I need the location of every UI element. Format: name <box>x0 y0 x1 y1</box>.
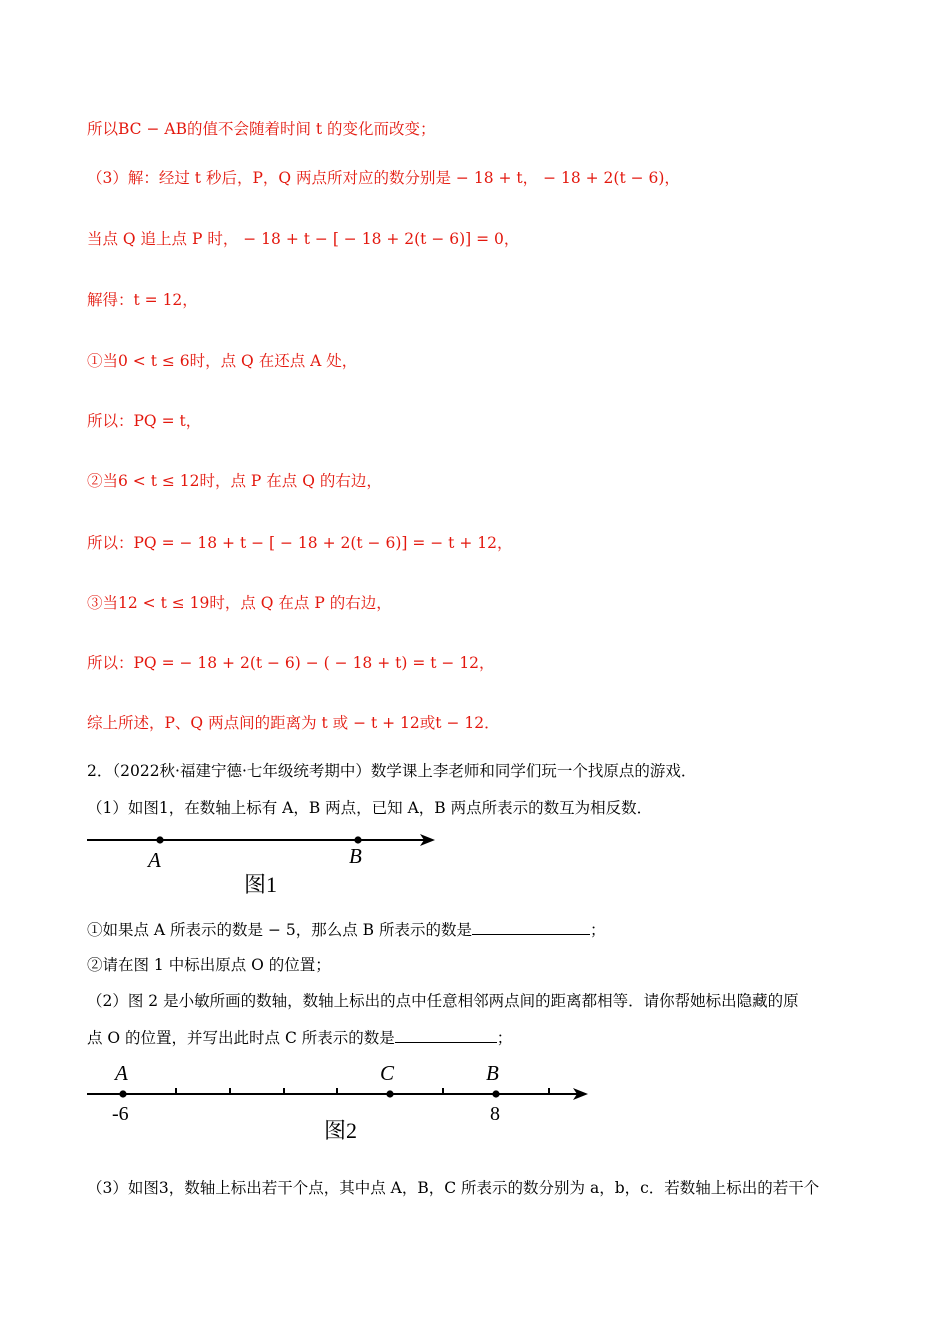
solution-line-1: 所以BC − AB的值不会随着时间 t 的变化而改变； <box>87 120 436 138</box>
problem-title: 2．（2022秋·福建宁德·七年级统考期中）数学课上李老师和同学们玩一个找原点的游戏． <box>87 762 697 780</box>
fig1-label-b: B <box>349 844 362 868</box>
problem-part2-line2 <box>87 1027 512 1049</box>
solution-line-9: ③当12 < t ≤ 19时，点 Q 在点 P 的右边， <box>87 594 392 612</box>
problem-part2-end: ； <box>496 1029 513 1047</box>
solution-line-5: ①当0 < t ≤ 6时，点 Q 在还点 A 处， <box>87 352 358 370</box>
solution-line-3: 当点 Q 追上点 P 时， − 18 + t − [ − 18 + 2(t − 6)] = 0， <box>87 230 520 248</box>
fig1-label-a: A <box>148 848 161 872</box>
problem-part1-a-end: ； <box>590 921 606 939</box>
answer-blank-1[interactable] <box>472 920 590 935</box>
fig2-num-b: 8 <box>490 1103 500 1125</box>
solution-line-6: 所以：PQ = t， <box>87 412 202 430</box>
fig2-point-c <box>386 1090 393 1097</box>
fig2-label-a: A <box>115 1061 128 1085</box>
fig1-caption: 图1 <box>244 872 278 897</box>
fig2-point-a <box>119 1090 126 1097</box>
problem-part1: （1）如图1，在数轴上标有 A，B 两点，已知 A，B 两点所表示的数互为相反数． <box>87 799 653 817</box>
solution-line-11: 综上所述，P、Q 两点间的距离为 t 或 − t + 12或t − 12． <box>87 714 500 732</box>
fig1-point-b <box>354 836 361 843</box>
fig2-num-a: -6 <box>112 1103 129 1125</box>
problem-part1-a <box>87 919 606 941</box>
solution-line-2: （3）解：经过 t 秒后，P，Q 两点所对应的数分别是 − 18 + t， − 18 + 2(t − 6)， <box>87 169 680 187</box>
fig2-point-b <box>492 1090 499 1097</box>
figure-2-number-line <box>80 1058 600 1148</box>
problem-part3: （3）如图3，数轴上标出若干个点，其中点 A，B，C 所表示的数分别为 a，b，c．若数轴上标出的若干个 <box>87 1179 820 1197</box>
answer-blank-2[interactable] <box>395 1028 497 1043</box>
fig2-label-b: B <box>486 1061 499 1085</box>
solution-line-4: 解得：t = 12， <box>87 291 198 309</box>
solution-line-7: ②当6 < t ≤ 12时，点 P 在点 Q 的右边， <box>87 472 382 490</box>
problem-part2-line2-text: 点 O 的位置，并写出此时点 C 所表示的数是 <box>87 1029 395 1047</box>
problem-part1-a-text: ①如果点 A 所表示的数是 − 5，那么点 B 所表示的数是 <box>87 921 472 939</box>
problem-part1-b: ②请在图 1 中标出原点 O 的位置； <box>87 956 331 974</box>
fig2-caption: 图2 <box>324 1118 358 1143</box>
problem-part2-line1: （2）图 2 是小敏所画的数轴，数轴上标出的点中任意相邻两点间的距离都相等．请你帮她标出隐藏的原 <box>87 992 799 1010</box>
fig2-label-c: C <box>380 1061 395 1085</box>
figure-1-number-line <box>80 822 460 902</box>
solution-line-10: 所以：PQ = − 18 + 2(t − 6) − ( − 18 + t) = t − 12， <box>87 654 495 672</box>
solution-line-8: 所以：PQ = − 18 + t − [ − 18 + 2(t − 6)] = − t + 12， <box>87 534 513 552</box>
fig1-point-a <box>156 836 163 843</box>
